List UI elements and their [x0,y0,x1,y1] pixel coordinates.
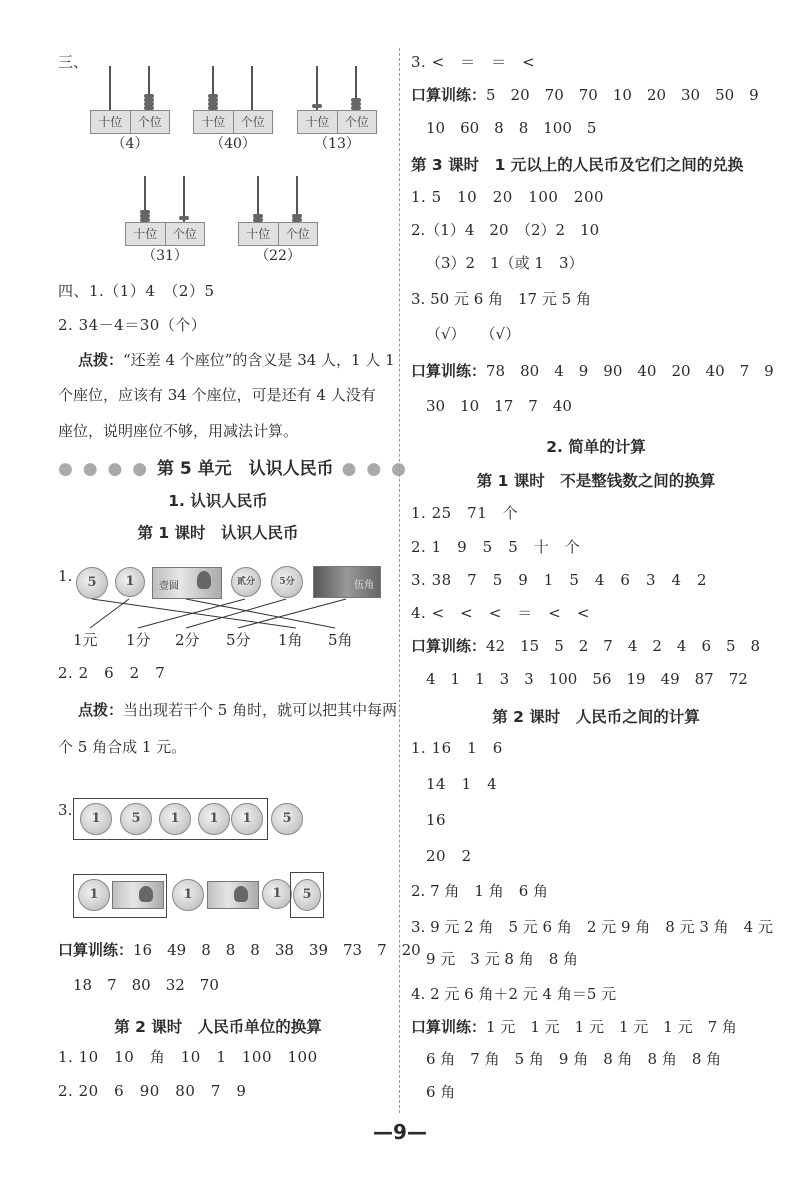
l4-q2: 2. 1 9 5 5 十 个 [411,538,581,556]
oral-training-3-line-1: 口算训练：78 80 4 9 90 40 20 40 7 9 [411,362,774,380]
match-label: 1分 [126,631,151,649]
section-4-q1: 四、1.（1）4 （2）5 [58,282,215,300]
oral-training-1-line-1: 口算训练：16 49 8 8 8 38 39 73 7 20 [58,941,421,959]
coin-1-yuan: 1 [159,803,191,835]
tip-1-line-1: 点拨：“还差 4 个座位”的含义是 34 人，1 人 1 [78,351,395,369]
lesson-title-4: 第 1 课时 不是整钱数之间的换算 [476,472,716,490]
l3-checks: （√） （√） [426,325,521,343]
l4-q3: 3. 38 7 5 9 1 5 4 6 3 4 2 [411,571,708,589]
tip-2-line-2: 个 5 角合成 1 元。 [58,738,187,756]
abacus-13: 十位 个位 [297,88,377,132]
l5-q4: 4. 2 元 6 角＋2 元 4 角＝5 元 [411,985,617,1003]
l5-q1c: 16 [426,811,447,829]
l3-q2b: （3）2 1（或 1 3） [426,254,584,272]
abacus-value: （4） [111,136,149,152]
coin-1-yuan: 1 [80,803,112,835]
section-title-2: 2. 简单的计算 [546,438,646,456]
tip-2-line-1: 点拨：当出现若干个 5 角时，就可以把其中每两 [78,701,398,719]
l2-q2: 2. 20 6 90 80 7 9 [58,1082,247,1100]
q3-number: 3. [58,801,73,819]
coin-5-jiao: 5 [76,567,108,599]
abacus-value: （31） [142,248,188,264]
l5-q2: 2. 7 角 1 角 6 角 [411,882,549,900]
oral-training-4-line-1: 口算训练：42 15 5 2 7 4 2 4 6 5 8 [411,637,761,655]
oral-training-3-line-2: 30 10 17 7 40 [426,397,572,415]
page-number: —9— [373,1120,427,1144]
coin-1-yuan: 1 [198,803,230,835]
tip-1-line-3: 座位，说明座位不够，用减法计算。 [58,422,299,440]
coin-1-yuan: 1 [78,879,110,911]
abacus-40: 十位 个位 [193,88,273,132]
abacus-31: 十位 个位 [125,200,205,244]
lesson-title-1: 第 1 课时 认识人民币 [137,524,299,542]
coin-1-yuan: 1 [172,879,204,911]
section-title-1: 1. 认识人民币 [168,492,268,510]
l2-q1: 1. 10 10 角 10 1 100 100 [58,1048,318,1066]
oral-training-2-line-2: 10 60 8 8 100 5 [426,119,597,137]
oral-training-5-line-3: 6 角 [426,1083,456,1101]
section-3-label: 三、 [58,53,89,71]
l5-q1b: 14 1 4 [426,775,498,793]
match-label: 5分 [226,631,251,649]
l5-q3a: 3. 9 元 2 角 5 元 6 角 2 元 9 角 8 元 3 角 4 元 [411,918,773,936]
abacus-value: （22） [255,248,301,264]
coin-1-yuan: 1 [231,803,263,835]
abacus-22: 十位 个位 [238,200,318,244]
coin-2-fen: 贰分 [231,567,261,597]
l4-q1: 1. 25 71 个 [411,504,519,522]
oral-training-4-line-2: 4 1 1 3 3 100 56 19 49 87 72 [426,670,748,688]
note-1-yuan [207,881,259,909]
note-1-yuan [112,881,164,909]
tip-1-line-2: 个座位，应该有 34 个座位，可是还有 4 人没有 [58,386,376,404]
l4-q4: 4. < < < ＝ < < [411,604,590,622]
lesson-title-2: 第 2 课时 人民币单位的换算 [114,1018,322,1036]
oral-training-1-line-2: 18 7 80 32 70 [73,976,219,994]
coin-1-jiao: 1 [115,567,145,597]
l5-q1d: 20 2 [426,847,472,865]
r-q3: 3. < ＝ ＝ < [411,53,536,71]
match-label: 2分 [175,631,200,649]
q2-answer: 2. 2 6 2 7 [58,664,166,682]
match-label: 1角 [278,631,303,649]
note-1-yuan: 壹圆 [152,567,222,599]
unit-title: ● ● ● ● 第 5 单元 认识人民币 ● ● ● [58,459,408,479]
l3-q3: 3. 50 元 6 角 17 元 5 角 [411,290,591,308]
section-4-q2: 2. 34－4＝30（个） [58,316,207,334]
l3-q2a: 2.（1）4 20 （2）2 10 [411,221,600,239]
coin-5-jiao: 5 [293,879,321,911]
oral-training-5-line-1: 口算训练：1 元 1 元 1 元 1 元 1 元 7 角 [411,1018,737,1036]
l5-q3b: 9 元 3 元 8 角 8 角 [426,950,579,968]
abacus-4: 十位 个位 [90,88,170,132]
note-5-jiao: 伍角 [313,566,381,598]
l3-q1: 1. 5 10 20 100 200 [411,188,605,206]
matching-lines [0,0,408,640]
coin-1-jiao: 1 [262,879,292,909]
column-divider [399,48,400,1113]
abacus-value: （13） [314,136,360,152]
match-label: 1元 [73,631,98,649]
lesson-title-5: 第 2 课时 人民币之间的计算 [492,708,700,726]
match-label: 5角 [328,631,353,649]
coin-5-fen: 5分 [271,566,303,598]
coin-5-jiao: 5 [120,803,152,835]
abacus-value: （40） [210,136,256,152]
l5-q1a: 1. 16 1 6 [411,739,503,757]
coin-5-jiao: 5 [271,803,303,835]
q1-number: 1. [58,567,73,585]
oral-training-5-line-2: 6 角 7 角 5 角 9 角 8 角 8 角 8 角 [426,1050,722,1068]
oral-training-2-line-1: 口算训练：5 20 70 70 10 20 30 50 9 [411,86,759,104]
lesson-title-3: 第 3 课时 1 元以上的人民币及它们之间的兑换 [411,156,744,174]
